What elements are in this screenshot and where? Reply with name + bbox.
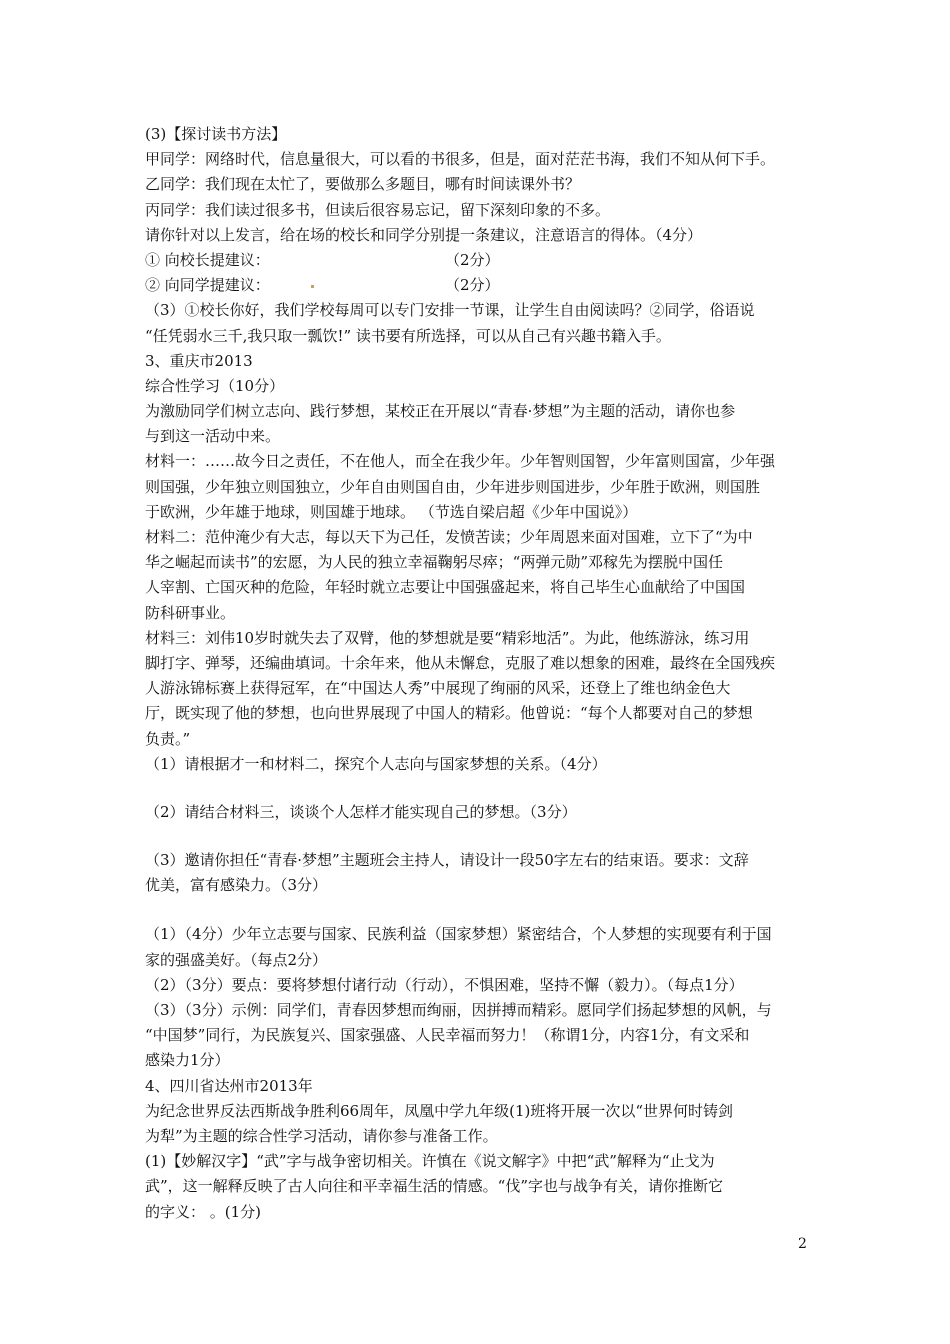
question-line bbox=[145, 248, 815, 273]
paragraph: 人宰割、亡国灭种的危险，年轻时就立志要让中国强盛起来，将自己毕生心血献给了中国国 bbox=[145, 578, 746, 597]
paragraph: 的字义： 。(1分) bbox=[145, 1202, 262, 1221]
paragraph: 乙同学：我们现在太忙了，要做那么多题目，哪有时间读课外书？ bbox=[145, 175, 581, 194]
answer-line: 家的强盛美好。（每点2分） bbox=[145, 950, 328, 969]
paragraph: 于欧洲，少年雄于地球，则国雄于地球。 （节选自梁启超《少年中国说》） bbox=[145, 502, 638, 521]
paragraph: 请你针对以上发言，给在场的校长和同学分别提一条建议，注意语言的得体。（4分） bbox=[145, 225, 703, 244]
answer-line: （2）（3分）要点：要将梦想付诸行动（行动），不惧困难，坚持不懈（毅力）。（每点1分） bbox=[145, 975, 744, 994]
paragraph: 为激励同学们树立志向、践行梦想，某校正在开展以“青春·梦想”为主题的活动，请你也参 bbox=[145, 402, 736, 421]
answer-line: “中国梦”同行，为民族复兴、国家强盛、人民幸福而努力！（称谓1分，内容1分，有文采和 bbox=[145, 1026, 750, 1045]
question-label: ② 向同学提建议： bbox=[145, 276, 270, 295]
paragraph: 为纪念世界反法西斯战争胜利66周年，凤凰中学九年级(1)班将开展一次以“世界何时铸剑 bbox=[145, 1101, 734, 1120]
sub-question: 优美，富有感染力。（3分） bbox=[145, 876, 328, 895]
paragraph: 厅，既实现了他的梦想，也向世界展现了中国人的精彩。他曾说：“每个人都要对自己的梦想 bbox=[145, 704, 753, 723]
page-number: 2 bbox=[798, 1236, 807, 1252]
question-line bbox=[145, 273, 815, 298]
section-heading: (3)【探讨读书方法】 bbox=[145, 125, 287, 143]
paragraph: 丙同学：我们读过很多书，但读后很容易忘记，留下深刻印象的不多。 bbox=[145, 200, 611, 219]
score: （2分） bbox=[445, 250, 500, 269]
page-body bbox=[145, 122, 815, 1225]
sub-question: （1）请根据才一和材料二，探究个人志向与国家梦想的关系。（4分） bbox=[145, 754, 607, 773]
orange-dot bbox=[311, 285, 314, 288]
paragraph: 人游泳锦标赛上获得冠军，在“中国达人秀”中展现了绚丽的风采，还登上了维也纳金色大 bbox=[145, 679, 731, 698]
answer-line: （3）①校长你好，我们学校每周可以专门安排一节课，让学生自由阅读吗？②同学，俗语说 bbox=[145, 301, 755, 320]
paragraph: 与到这一活动中来。 bbox=[145, 427, 281, 446]
paragraph: 脚打字、弹琴，还编曲填词。十余年来，他从未懈怠，克服了难以想象的困难，最终在全国残疾 bbox=[145, 653, 776, 672]
answer-line: （3）（3分）示例：同学们，青春因梦想而绚丽，因拼搏而精彩。愿同学们扬起梦想的风帆，与 bbox=[145, 1001, 772, 1019]
answer-line: （1）（4分）少年立志要与国家、民族利益（国家梦想）紧密结合，个人梦想的实现要有利于国 bbox=[145, 925, 772, 944]
answer-line: 感染力1分） bbox=[145, 1051, 230, 1070]
paragraph: 甲同学：网络时代，信息量很大，可以看的书很多，但是，面对茫茫书海，我们不知从何下手。 bbox=[145, 150, 776, 169]
question-title: 3、重庆市2013 bbox=[145, 351, 253, 370]
paragraph: 为犁”为主题的综合性学习活动，请你参与准备工作。 bbox=[145, 1126, 498, 1145]
paragraph: 综合性学习（10分） bbox=[145, 376, 285, 395]
sub-question: （3）邀请你担任“青春·梦想”主题班会主持人，请设计一段50字左右的结束语。要求：文辞 bbox=[145, 851, 749, 870]
paragraph: 材料二：范仲淹少有大志，每以天下为己任，发愤苦读；少年周恩来面对国难，立下了“为中 bbox=[145, 528, 753, 546]
question-title: 4、四川省达州市2013年 bbox=[145, 1076, 313, 1095]
paragraph: (1)【妙解汉字】“武”字与战争密切相关。许慎在《说文解字》中把“武”解释为“止戈为 bbox=[145, 1152, 715, 1171]
paragraph: 材料一：……故今日之责任，不在他人，而全在我少年。少年智则国智，少年富则国富，少年强 bbox=[145, 452, 776, 471]
paragraph: 则国强，少年独立则国独立，少年自由则国自由，少年进步则国进步，少年胜于欧洲，则国胜 bbox=[145, 477, 761, 496]
score: （2分） bbox=[445, 276, 500, 295]
paragraph: 华之崛起而读书”的宏愿，为人民的独立幸福鞠躬尽瘁；“两弹元勋”邓稼先为摆脱中国任 bbox=[145, 553, 724, 572]
paragraph: 材料三：刘伟10岁时就失去了双臂，他的梦想就是要“精彩地活”。为此，他练游泳，练习用 bbox=[145, 628, 750, 647]
question-label: ① 向校长提建议： bbox=[145, 250, 270, 269]
paragraph: 防科研事业。 bbox=[145, 603, 236, 622]
paragraph: 武”，这一解释反映了古人向往和平幸福生活的情感。“伐”字也与战争有关，请你推断它 bbox=[145, 1177, 724, 1196]
answer-line: “任凭弱水三千,我只取一瓢饮!” 读书要有所选择，可以从自己有兴趣书籍入手。 bbox=[145, 326, 671, 345]
sub-question: （2）请结合材料三，谈谈个人怎样才能实现自己的梦想。（3分） bbox=[145, 802, 577, 821]
paragraph: 负责。” bbox=[145, 729, 191, 748]
